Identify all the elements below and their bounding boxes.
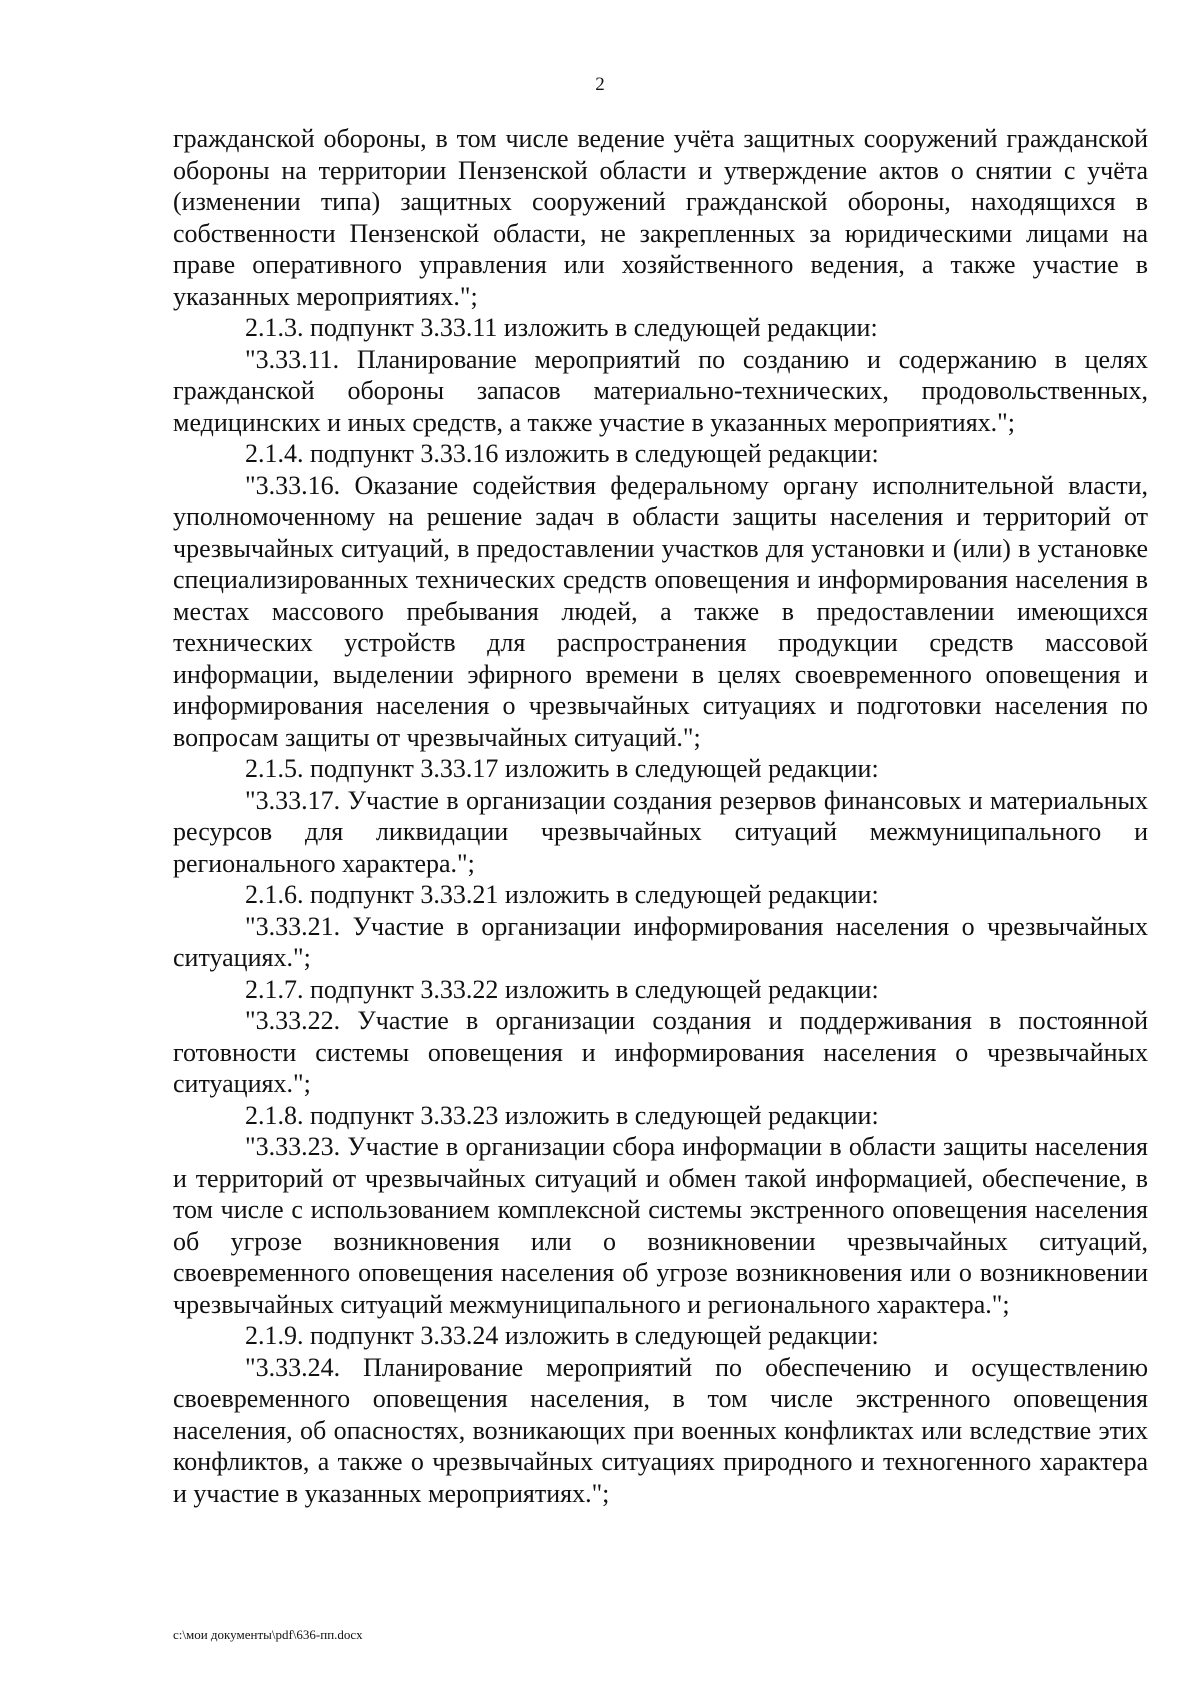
page-number: 2 <box>595 74 605 95</box>
paragraph-subclause-2-1-3: 2.1.3. подпункт 3.33.11 изложить в следующей редакции: <box>245 313 878 342</box>
paragraph-subclause-2-1-6: 2.1.6. подпункт 3.33.21 изложить в следующей редакции: <box>245 880 879 909</box>
paragraph-subclause-2-1-8: 2.1.8. подпункт 3.33.23 изложить в следующей редакции: <box>245 1100 879 1130</box>
paragraph-quote-3-33-16: "3.33.16. Оказание содействия федеральному органу исполнительной власти, уполномоченному на решение задач в области защиты населения и территорий от чрезвычайных ситуаций, в предоставлении участков для установки и (или) в установке специализированных технических средств оповещения и информирования населения в местах массового пребывания людей, а также в предоставлении имеющихся технических устройств для распространения продукции средств массовой информации, выделении эфирного времени в целях своевременного оповещения и информирования населения о чрезвычайных ситуациях и подготовки населения по вопросам защиты от чрезвычайных ситуаций."; <box>173 470 1148 752</box>
paragraph-subclause-2-1-5: 2.1.5. подпункт 3.33.17 изложить в следующей редакции: <box>245 754 879 783</box>
paragraph-continuation: гражданской обороны, в том числе ведение учёта защитных сооружений гражданской обороны на территории Пензенской области и утверждение актов о снятии с учёта (изменении типа) защитных сооружений гражданской обороны, находящихся в собственности Пензенской области, не закрепленных за юридическими лицами на праве оперативного управления или хозяйственного ведения, а также участие в указанных мероприятиях."; <box>173 124 1148 311</box>
paragraph-quote-3-33-21: "3.33.21. Участие в организации информирования населения о чрезвычайных ситуациях."; <box>173 911 1148 972</box>
paragraph-quote-3-33-17: "3.33.17. Участие в организации создания резервов финансовых и материальных ресурсов для ликвидации чрезвычайных ситуаций межмуниципального и регионального характера."; <box>173 785 1148 878</box>
paragraph-quote-3-33-23: "3.33.23. Участие в организации сбора информации в области защиты населения и территорий от чрезвычайных ситуаций и обмен такой информацией, обеспечение, в том числе с использованием комплексной системы экстренного оповещения населения об угрозе возникновения или о возникновении чрезвычайных ситуаций, своевременного оповещения населения об угрозе возникновения или о возникновении чрезвычайных ситуаций межмуниципального и регионального характера."; <box>173 1132 1148 1319</box>
footer-file-path: c:\мои документы\pdf\636-пп.docx <box>173 1627 363 1642</box>
paragraph-subclause-2-1-7: 2.1.7. подпункт 3.33.22 изложить в следующей редакции: <box>245 974 879 1004</box>
paragraph-subclause-2-1-4: 2.1.4. подпункт 3.33.16 изложить в следующей редакции: <box>245 439 879 468</box>
paragraph-quote-3-33-22: "3.33.22. Участие в организации создания и поддерживания в постоянной готовности системы оповещения и информирования населения о чрезвычайных ситуациях."; <box>173 1006 1148 1098</box>
paragraph-quote-3-33-11: "3.33.11. Планирование мероприятий по созданию и содержанию в целях гражданской обороны запасов материально-технических, продовольственных, медицинских и иных средств, а также участие в указанных мероприятиях."; <box>173 344 1148 437</box>
document-body <box>173 123 1148 1509</box>
paragraph-quote-3-33-24: "3.33.24. Планирование мероприятий по обеспечению и осуществлению своевременного оповещения населения, в том числе экстренного оповещения населения, об опасностях, возникающих при военных конфликтах или вследствие этих конфликтов, а также о чрезвычайных ситуациях природного и техногенного характера и участие в указанных мероприятиях."; <box>173 1352 1148 1508</box>
paragraph-subclause-2-1-9: 2.1.9. подпункт 3.33.24 изложить в следующей редакции: <box>245 1321 879 1350</box>
